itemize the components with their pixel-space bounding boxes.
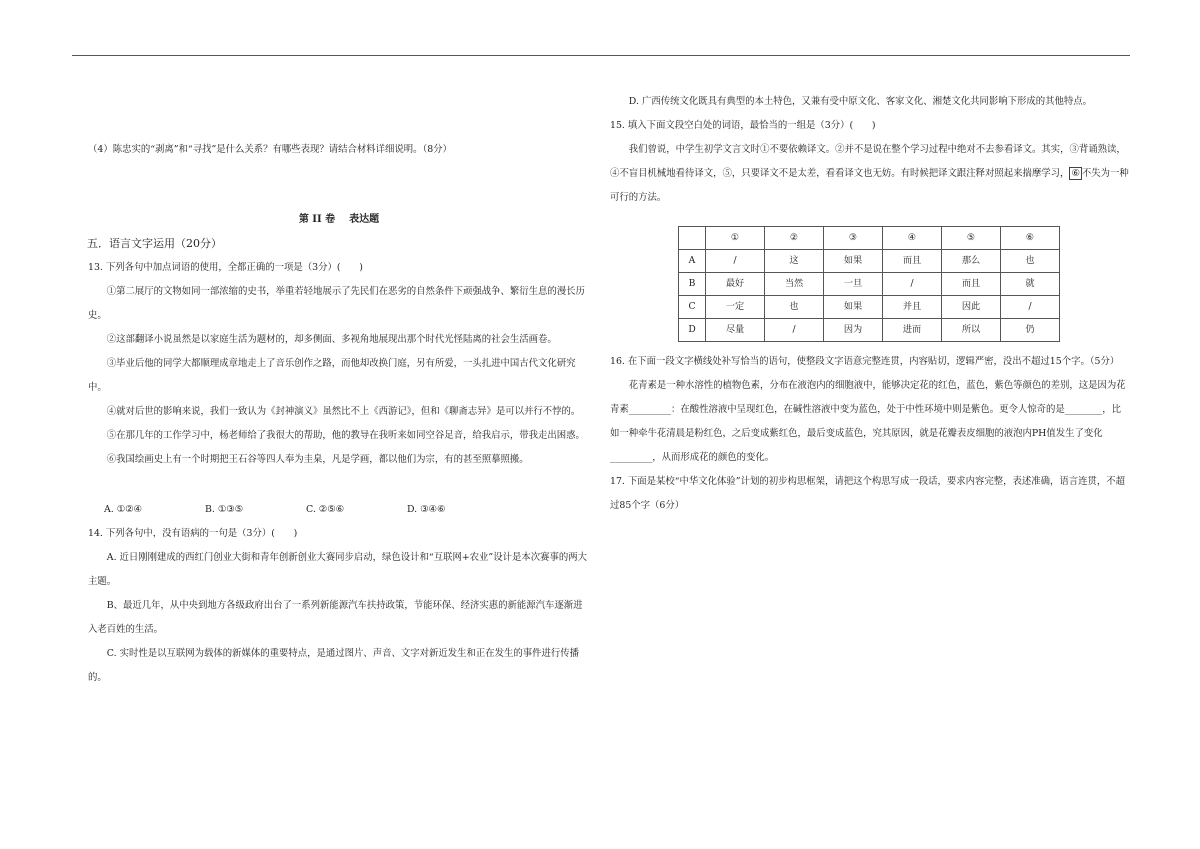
table-cell: ① <box>706 227 765 250</box>
table-cell: 仍 <box>1001 319 1060 342</box>
q13-option-d: D. ③④⑥ <box>407 504 446 515</box>
q13-option-c: C. ②⑤⑥ <box>306 504 345 515</box>
table-cell: / <box>883 273 942 296</box>
table-cell: 也 <box>765 296 824 319</box>
q16-passage: 花青素是一种水溶性的植物色素，分布在液泡内的细胞液中，能够决定花的红色，蓝色，紫色等颜色的差别，这是因为花青素_________：在酸性溶液中呈现红色，在碱性溶液中变为蓝色，处于中性环境中则是紫色。更令人惊奇的是________，比如一种牵牛花清晨是粉红色，之后变成紫红色，最后变成蓝色，究其原因，就是花瓣表皮细胞的液泡内PH值发生了变化_________，从而形成花的颜色的变化。 <box>610 380 1126 463</box>
question-16-stem: 16. 在下面一段文字横线处补写恰当的语句，使整段文字语意完整连贯，内容贴切，逻辑严密，没出不超过15个字。（5分） <box>610 356 1120 367</box>
left-column <box>88 138 590 690</box>
table-cell: ⑤ <box>942 227 1001 250</box>
table-cell: ⑥ <box>1001 227 1060 250</box>
table-cell: ② <box>765 227 824 250</box>
table-cell: 如果 <box>824 250 883 273</box>
blank-mark-5: ⑤ <box>722 168 732 179</box>
table-cell: 因此 <box>942 296 1001 319</box>
q13-item: ①第二展厅的文物如同一部浓缩的史书，举重若轻地展示了先民们在恶劣的自然条件下顽强战争、繁衍生息的漫长历史。 <box>88 286 585 321</box>
q13-item: ④就对后世的影响来说，我们一致认为《封神演义》虽然比不上《西游记》，但和《聊斋志异》是可以并行不悖的。 <box>106 406 581 417</box>
q13-option-a: A. ①②④ <box>104 504 142 515</box>
table-cell: D <box>679 319 706 342</box>
table-cell: / <box>765 319 824 342</box>
part-title: 第 II 卷 表达题 <box>298 214 380 225</box>
table-cell: 并且 <box>883 296 942 319</box>
table-cell: 也 <box>1001 250 1060 273</box>
table-cell: ④ <box>883 227 942 250</box>
q13-item: ⑤在那几年的工作学习中，杨老师给了我很大的帮助，他的教导在我听来如同空谷足音，给我启示，带我走出困惑。 <box>106 430 585 441</box>
table-cell: 那么 <box>942 250 1001 273</box>
table-cell: 而且 <box>883 250 942 273</box>
table-cell: 而且 <box>942 273 1001 296</box>
question-14-stem: 14. 下列各句中，没有语病的一句是（3分）( ) <box>88 528 298 539</box>
blank-mark-1: ① <box>760 144 770 155</box>
table-cell: B <box>679 273 706 296</box>
table-cell: ③ <box>824 227 883 250</box>
page-top-rule <box>72 55 1130 56</box>
table-cell: / <box>1001 296 1060 319</box>
question-17-stem: 17. 下面是某校“中华文化体验”计划的初步构思框架，请把这个构思写成一段话，要求内容完整，表述准确，语言连贯，不超过85个字（6分） <box>610 476 1125 511</box>
table-header-row <box>679 227 1060 250</box>
blank-mark-4: ④ <box>610 168 620 179</box>
blank-mark-3: ③ <box>1069 144 1079 155</box>
q13-option-b: B. ①③⑤ <box>205 504 244 515</box>
table-cell: 当然 <box>765 273 824 296</box>
table-cell: / <box>706 250 765 273</box>
table-cell: 进而 <box>883 319 942 342</box>
table-row <box>679 319 1060 342</box>
table-cell: A <box>679 250 706 273</box>
table-cell: 就 <box>1001 273 1060 296</box>
table-cell: C <box>679 296 706 319</box>
q13-options <box>88 498 590 522</box>
question-13-stem: 13. 下列各句中加点词语的使用，全都正确的一项是（3分）( ) <box>88 262 363 273</box>
table-cell: 这 <box>765 250 824 273</box>
blank-mark-2: ② <box>835 144 845 155</box>
q15-answer-table <box>678 226 1060 342</box>
q14-option-a: A. 近日刚刚建成的西红门创业大街和青年创新创业大赛同步启动，绿色设计和“互联网+农业”设计是本次赛事的两大主题。 <box>88 552 587 587</box>
q14-option-b: B、最近几年，从中央到地方各级政府出台了一系列新能源汽车扶持政策，节能环保、经济实惠的新能源汽车逐渐进入老百姓的生活。 <box>88 600 583 635</box>
q14-option-c: C. 实时性是以互联网为载体的新媒体的重要特点，是通过图片、声音、文字对新近发生和正在发生的事件进行传播的。 <box>88 648 579 683</box>
table-cell: 因为 <box>824 319 883 342</box>
table-cell <box>679 227 706 250</box>
table-cell: 一定 <box>706 296 765 319</box>
right-column <box>610 90 1130 518</box>
table-cell: 所以 <box>942 319 1001 342</box>
table-row <box>679 273 1060 296</box>
question-4: （4）陈忠实的“剥离”和“寻找”是什么关系？有哪些表现？请结合材料详细说明。（8分） <box>88 144 452 155</box>
question-15-stem: 15. 填入下面文段空白处的词语，最恰当的一组是（3分）( ) <box>610 120 876 131</box>
q14-option-d: D. 广西传统文化既具有典型的本土特色，又兼有受中原文化、客家文化、湘楚文化共同影响下形成的其他特点。 <box>628 96 1092 107</box>
table-cell: 如果 <box>824 296 883 319</box>
table-cell: 尽量 <box>706 319 765 342</box>
q15-passage: 我们曾说，中学生初学文言文时①不要依赖译文。②并不是说在整个学习过程中绝对不去参看译文。其实，③背诵熟读，④不盲目机械地看待译文，⑤，只要译文不是太差，看看译文也无妨。有时候把译文跟注释对照起来揣摩学习， ⑥ 不失为一种可行的方法。 <box>610 144 1129 203</box>
table-row <box>679 296 1060 319</box>
blank-mark-6: ⑥ <box>1071 168 1080 179</box>
q13-item: ③毕业后他的同学大都顺理成章地走上了音乐创作之路，而他却改换门庭，另有所爱，一头扎进中国古代文化研究中。 <box>88 358 576 393</box>
table-cell: 最好 <box>706 273 765 296</box>
q13-item: ②这部翻译小说虽然是以家庭生活为题材的，却多侧面、多视角地展现出那个时代光怪陆离的社会生活画卷。 <box>106 334 557 345</box>
table-cell: 一旦 <box>824 273 883 296</box>
q13-item: ⑥我国绘画史上有一个时期把王石谷等四人奉为圭臬，凡是学画，都以他们为宗，有的甚至照摹照搬。 <box>106 454 529 465</box>
section-heading: 五．语言文字运用（20分） <box>87 237 222 250</box>
table-row <box>679 250 1060 273</box>
